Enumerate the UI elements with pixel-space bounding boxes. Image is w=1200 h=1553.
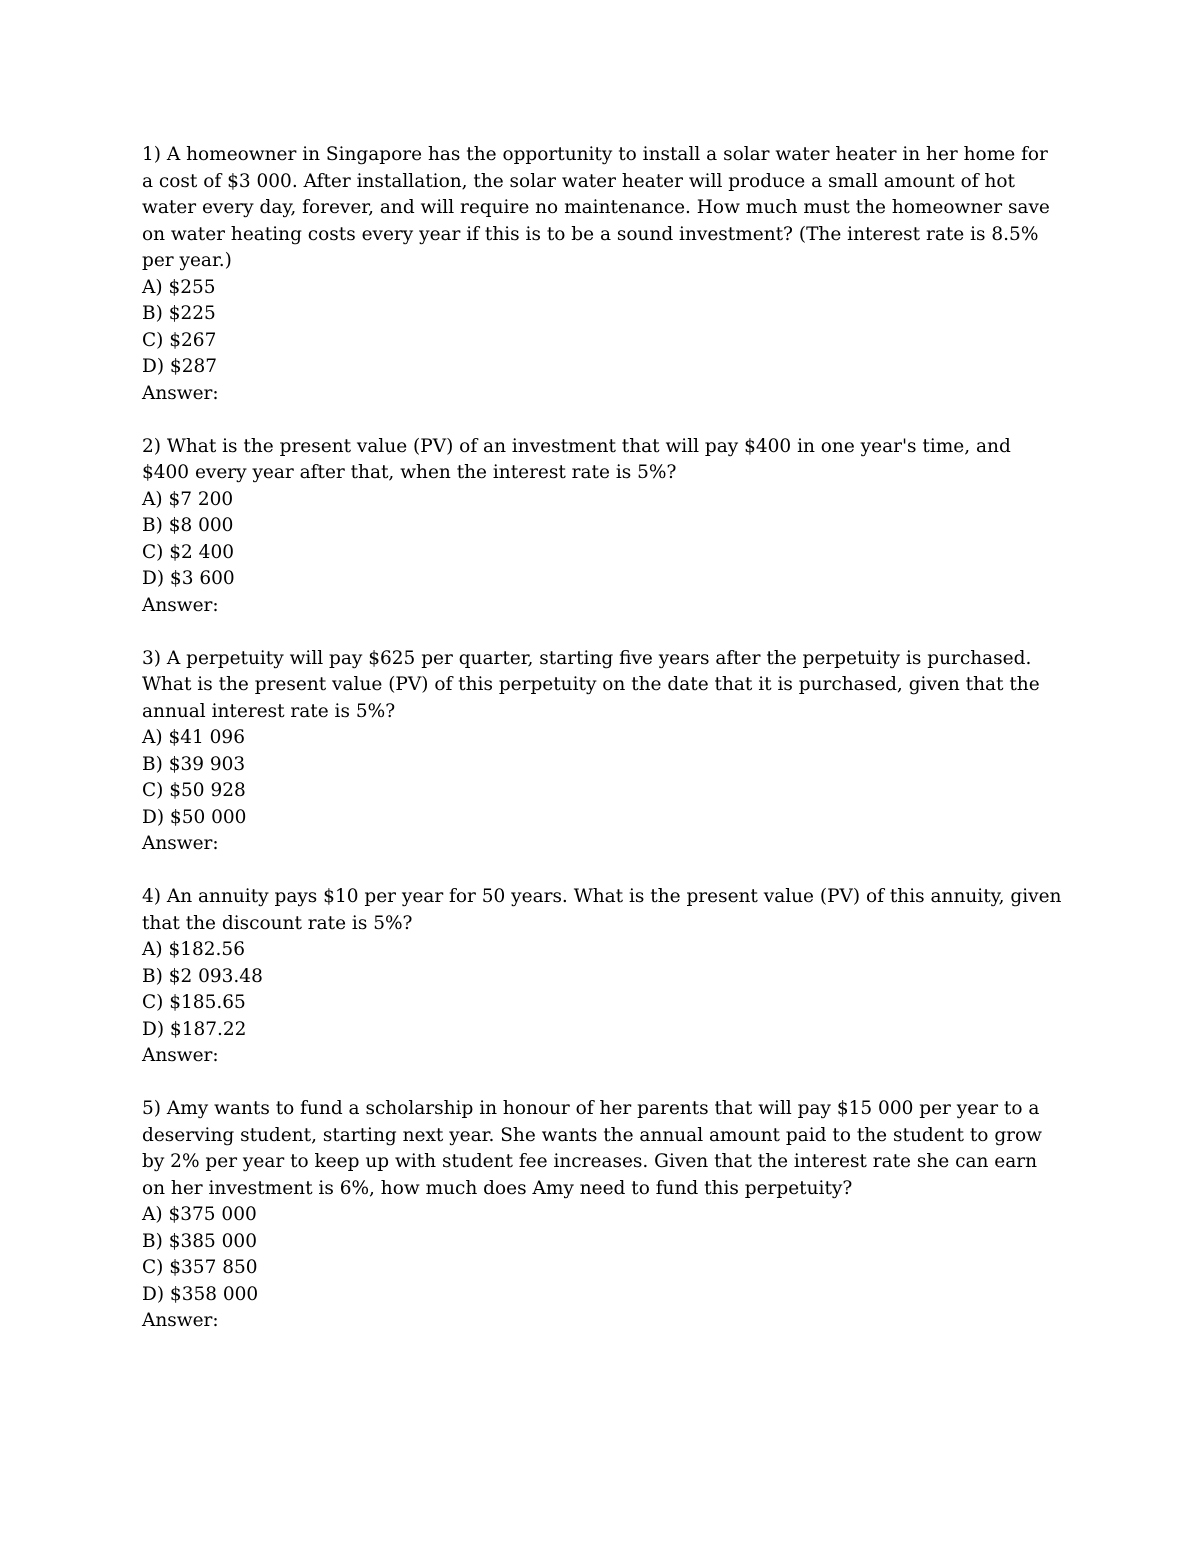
answer-label: Answer:	[142, 1310, 219, 1331]
question-1	[142, 142, 1062, 407]
question-stem: 1) A homeowner in Singapore has the opportunity to install a solar water heater in her home for a cost of $3 000. After installation, the solar water heater will produce a small amount of hot water every day, forever, and will require no maintenance. How much must the homeowner save on water heating costs every year if this is to be a sound investment? (The interest rate is 8.5% per year.)	[142, 144, 1050, 271]
answer-label: Answer:	[142, 594, 219, 616]
option-list	[142, 1202, 1062, 1308]
question-stem: 5) Amy wants to fund a scholarship in honour of her parents that will pay $15 000 per year to a deserving student, starting next year. She wants the annual amount paid to the student to grow by 2% per year to keep up with student fee increases. Given that the interest rate she can earn on her investment is 6%, how much does Amy need to fund this perpetuity?	[142, 1098, 1042, 1199]
option-a: A) $375 000	[142, 1204, 257, 1225]
option-b: B) $8 000	[142, 515, 234, 536]
option-list	[142, 937, 1062, 1043]
answer-label: Answer:	[142, 1045, 219, 1066]
answer-label: Answer:	[142, 833, 219, 854]
option-c: C) $50 928	[142, 780, 246, 801]
option-d: D) $50 000	[142, 806, 247, 828]
question-stem: 2) What is the present value (PV) of an investment that will pay $400 in one year's time, and $400 every year after that, when the interest rate is 5%?	[142, 435, 1011, 483]
option-a: A) $182.56	[142, 939, 245, 960]
question-4	[142, 884, 1062, 1070]
option-list	[142, 487, 1062, 593]
option-list	[142, 725, 1062, 831]
question-2	[142, 434, 1062, 620]
option-c: C) $185.65	[142, 992, 246, 1013]
question-3	[142, 646, 1062, 858]
option-c: C) $267	[142, 329, 217, 351]
option-d: D) $187.22	[142, 1018, 247, 1040]
question-stem: 4) An annuity pays $10 per year for 50 years. What is the present value (PV) of this annuity, given that the discount rate is 5%?	[142, 886, 1062, 934]
option-list	[142, 275, 1062, 381]
option-b: B) $39 903	[142, 753, 246, 775]
question-stem: 3) A perpetuity will pay $625 per quarter, starting five years after the perpetuity is purchased. What is the present value (PV) of this perpetuity on the date that it is purchased, given that the annual interest rate is 5%?	[142, 647, 1040, 722]
option-b: B) $385 000	[142, 1230, 257, 1252]
option-a: A) $7 200	[142, 488, 234, 510]
option-d: D) $358 000	[142, 1283, 259, 1305]
option-b: B) $2 093.48	[142, 965, 263, 987]
document-page	[142, 142, 1062, 1361]
option-b: B) $225	[142, 303, 216, 324]
option-a: A) $255	[142, 276, 216, 298]
question-5	[142, 1096, 1062, 1335]
option-c: C) $2 400	[142, 541, 234, 563]
answer-label: Answer:	[142, 382, 219, 404]
option-c: C) $357 850	[142, 1257, 258, 1278]
option-a: A) $41 096	[142, 727, 245, 748]
option-d: D) $3 600	[142, 568, 235, 589]
option-d: D) $287	[142, 356, 218, 377]
